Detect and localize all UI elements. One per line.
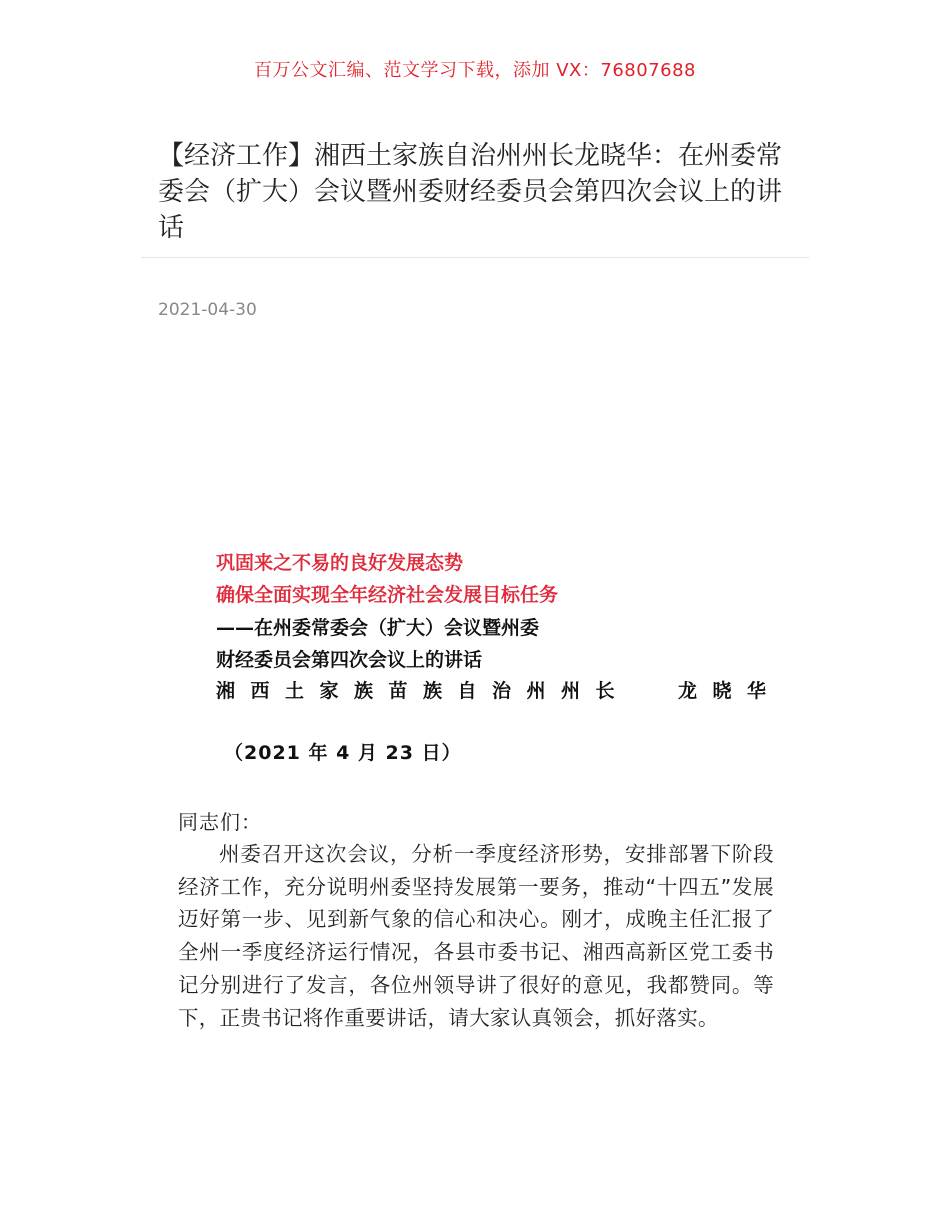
speaker-organization: 湘西土家族苗族自治州州长: [216, 680, 631, 702]
article-title: 【经济工作】湘西土家族自治州州长龙晓华：在州委常委会（扩大）会议暨州委财经委员会第四次会议上的讲话: [158, 141, 783, 243]
watermark-banner: 百万公文汇编、范文学习下载，添加 VX：76807688: [254, 60, 696, 81]
body-paragraph: 州委召开这次会议，分析一季度经济形势，安排部署下阶段经济工作，充分说明州委坚持发展第一要务，推动“十四五”发展迈好第一步、见到新气象的信心和决心。刚才，成晚主任汇报了全州一季度经济运行情况，各县市委书记、湘西高新区党工委书记分别进行了发言，各位州领导讲了很好的意见，我都赞同。等下，正贵书记将作重要讲话，请大家认真领会，抓好落实。: [178, 842, 774, 1030]
speech-subtitle-line-2: 财经委员会第四次会议上的讲话: [216, 649, 483, 671]
salutation: 同志们：: [178, 810, 262, 834]
speaker-name: 龙晓华: [678, 680, 782, 702]
speech-heading-line-2: 确保全面实现全年经济社会发展目标任务: [216, 584, 559, 606]
title-divider: [141, 257, 809, 258]
publish-date: 2021-04-30: [158, 300, 257, 320]
speech-subtitle-line-1: ——在州委常委会（扩大）会议暨州委: [216, 617, 540, 639]
speaker-line: [216, 676, 782, 706]
speech-heading-line-1: 巩固来之不易的良好发展态势: [216, 552, 464, 574]
speech-date: （2021 年 4 月 23 日）: [224, 742, 462, 764]
